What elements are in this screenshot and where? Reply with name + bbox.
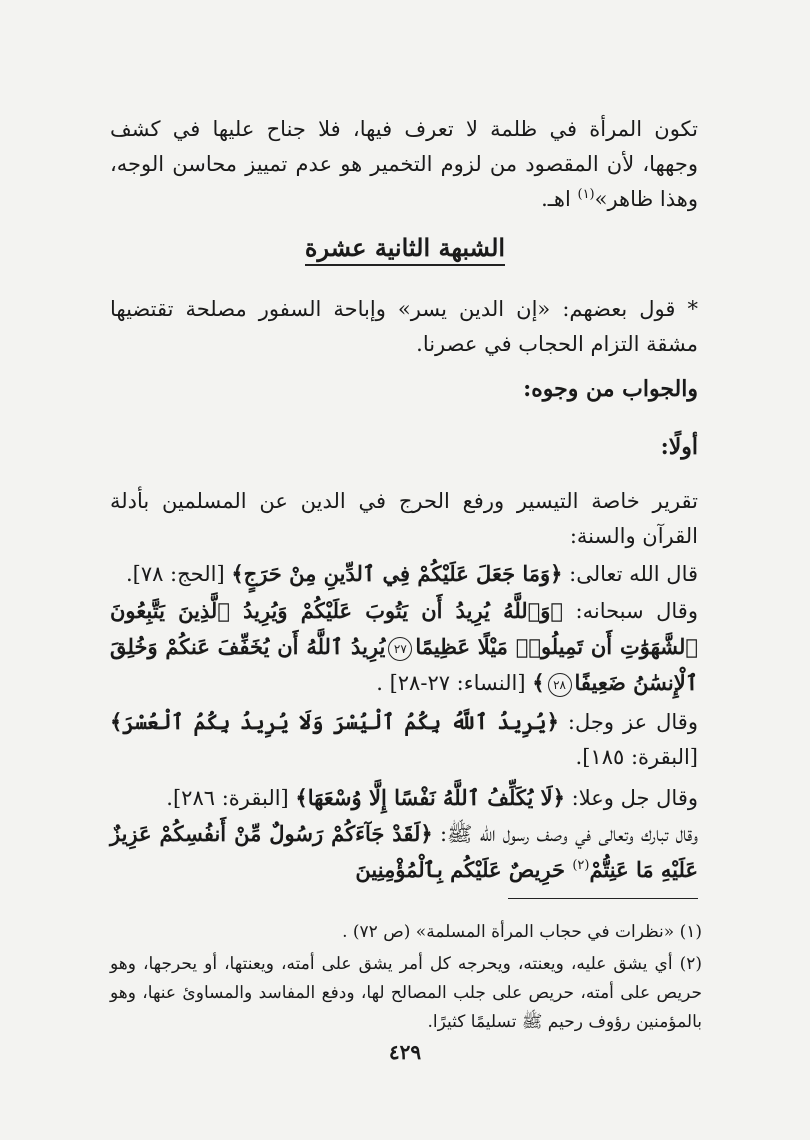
section-heading-text: الشبهة الثانية عشرة <box>305 233 505 266</box>
para-evidence: تقرير خاصة التيسير ورفع الحرج في الدين عن المسلمين بأدلة القرآن والسنة: <box>110 489 698 548</box>
first-point-label: أولًا: <box>660 434 698 460</box>
quote-2-prefix: وقال سبحانه: <box>563 599 698 623</box>
quote-2-ref: [النساء: ٢٧-٢٨] . <box>376 671 533 695</box>
quote-1-verse: ﴿وَمَا جَعَلَ عَلَيْكُمْ فِي ٱلدِّينِ مِنْ حَرَجٍ﴾ <box>231 561 563 586</box>
quote-5-prefix: وقال تبارك وتعالى في وصف رسول الله ﷺ: <box>432 822 698 846</box>
footnote-ref-2: (٢) <box>572 858 590 873</box>
footnote-1: (١) «نظرات في حجاب المرأة المسلمة» (ص ٧٢) . <box>342 922 702 942</box>
quote-3 <box>110 704 698 775</box>
quote-2-verse-b: يُرِيدُ ٱللَّهُ أَن يُخَفِّفَ عَنكُمْ وَخُلِقَ ٱلْإِنسَٰنُ ضَعِيفًا <box>110 634 698 695</box>
quote-1 <box>110 556 698 592</box>
quote-3-verse: ﴿يُرِيدُ ٱللَّهُ بِكُمُ ٱلْيُسْرَ وَلَا يُرِيدُ بِكُمُ ٱلْعُسْرَ﴾ <box>110 709 559 734</box>
quote-1-prefix: قال الله تعالى: <box>562 562 698 586</box>
page-number: ٤٢٩ <box>388 1040 422 1064</box>
quote-4 <box>110 780 698 816</box>
footnote-ref-1: (١) <box>577 187 595 202</box>
quote-2-verse-close: ﴾ <box>532 670 545 695</box>
verse-number-28: ٢٨ <box>548 673 572 697</box>
intro-suffix: اهـ. <box>541 187 578 211</box>
quote-2 <box>110 593 698 701</box>
quote-1-ref: [الحج: ٧٨]. <box>125 562 232 586</box>
quote-5-verse-end: حَرِيصٌ عَلَيْكُم بِٱلْمُؤْمِنِينَ <box>355 857 573 882</box>
claim-paragraph: * قول بعضهم: «إن الدين يسر» وإباحة السفور مصلحة تقتضيها مشقة التزام الحجاب في عصرنا. <box>110 297 698 356</box>
quote-5 <box>110 816 698 888</box>
footnote-2: (٢) أي يشق عليه، ويعنته، ويحرجه كل أمر يشق على أمته، ويعنتها، أو يحرجها، وهو حريص على أمته، حريص على جلب المصالح لها، ودفع المفاسد والمساوئ عنها، وهو بالمؤمنين رؤوف رحيم ﷺ تسليمًا كثيرًا. <box>110 954 702 1032</box>
quote-2-verse-a: ﴿وَٱللَّهُ يُرِيدُ أَن يَتُوبَ عَلَيْكُمْ وَيُرِيدُ ٱلَّذِينَ يَتَّبِعُونَ ٱلشَّهَوَٰتِ أَن تَمِيلُوا۟ مَيْلًا عَظِيمًا <box>110 598 698 659</box>
quote-5-verse: ﴿لَقَدْ جَآءَكُمْ رَسُولٌ مِّنْ أَنفُسِكُمْ عَزِيزٌ عَلَيْهِ مَا عَنِتُّمْ <box>110 821 698 882</box>
intro-paragraph <box>110 112 698 217</box>
quote-4-verse: ﴿لَا يُكَلِّفُ ٱللَّهُ نَفْسًا إِلَّا وُسْعَهَا﴾ <box>295 785 565 810</box>
quote-4-ref: [البقرة: ٢٨٦]. <box>166 786 296 810</box>
footnote-separator <box>508 898 698 899</box>
quote-3-prefix: وقال عز وجل: <box>558 710 698 734</box>
intro-text: تكون المرأة في ظلمة لا تعرف فيها، فلا جناح عليها في كشف وجهها، لأن المقصود من لزوم التخمير هو عدم تمييز محاسن الوجه، وهذا ظاهر» <box>110 117 698 211</box>
section-heading <box>0 233 810 262</box>
verse-number-27: ٢٧ <box>388 637 412 661</box>
answer-intro: والجواب من وجوه: <box>523 376 698 402</box>
quote-4-prefix: وقال جل وعلا: <box>564 786 698 810</box>
quote-3-ref: [البقرة: ١٨٥]. <box>575 745 698 769</box>
